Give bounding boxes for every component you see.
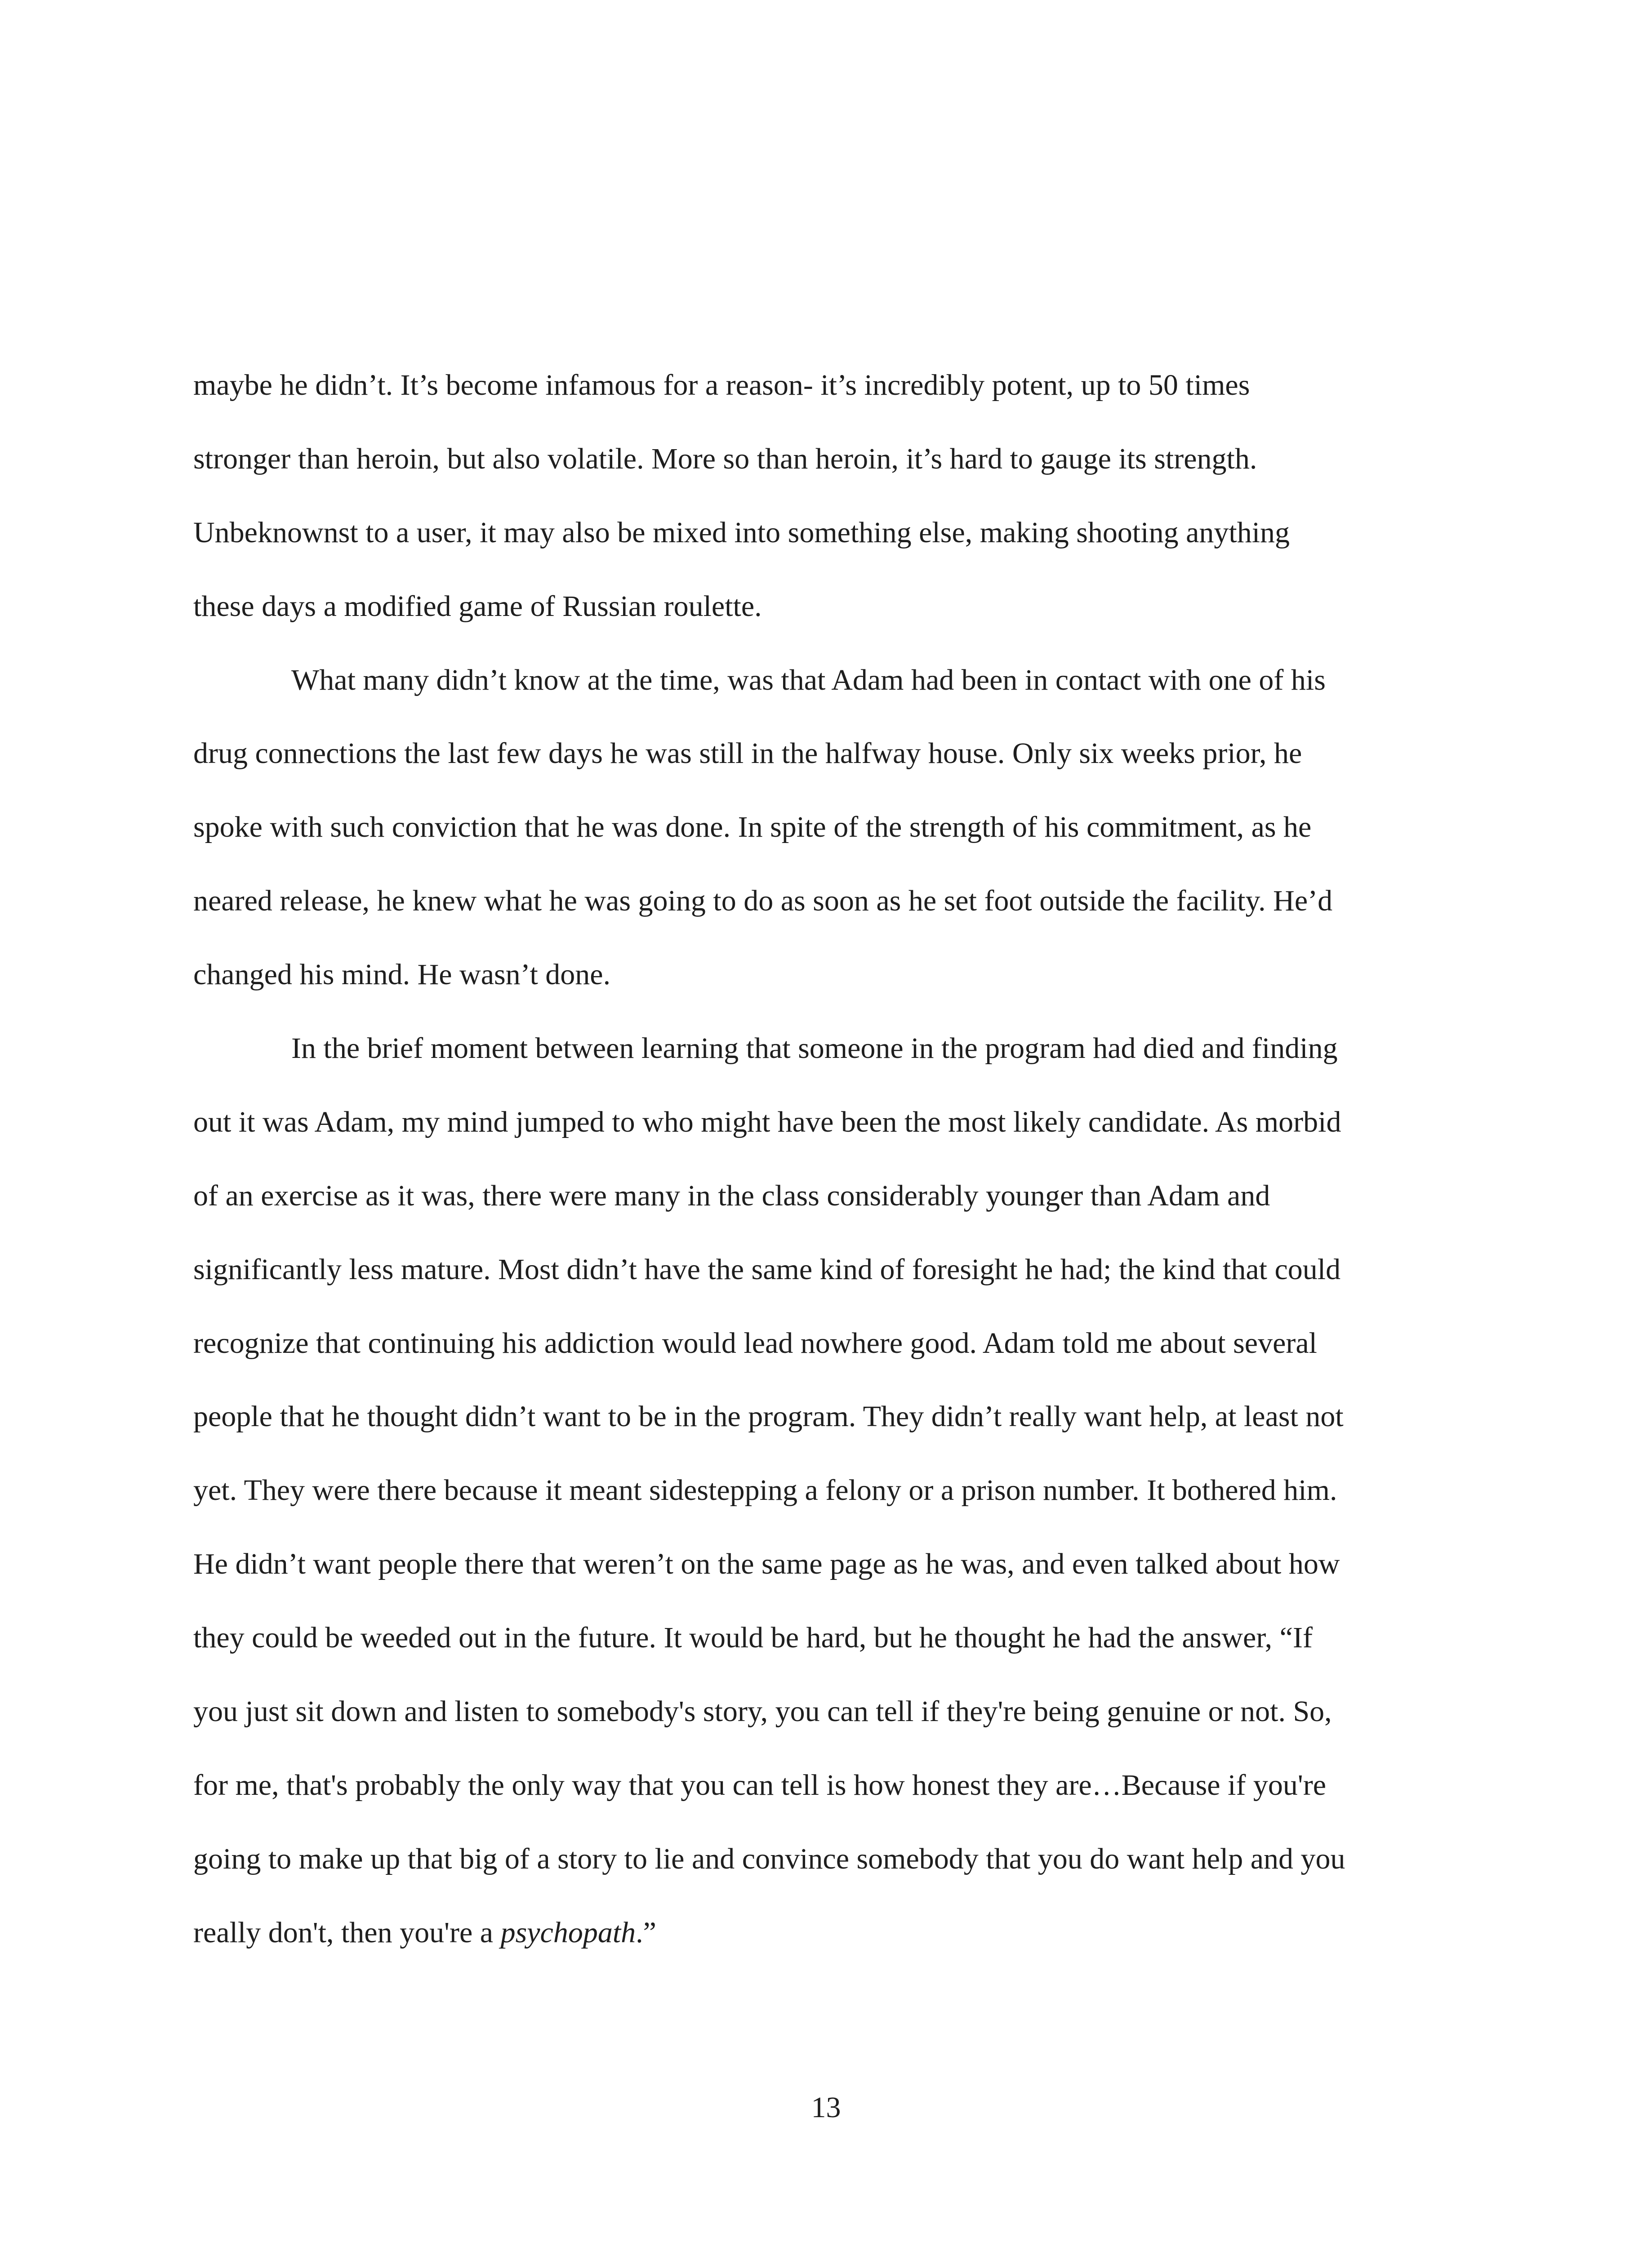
text-line: maybe he didn’t. It’s become infamous for a reason- it’s incredibly potent, up to 50 times (193, 369, 1250, 401)
page-number: 13 (811, 2091, 841, 2124)
text-line: neared release, he knew what he was going to do as soon as he set foot outside the facility. He’d (193, 884, 1333, 918)
text-line: recognize that continuing his addiction would lead nowhere good. Adam told me about several (193, 1326, 1318, 1360)
text-line: stronger than heroin, but also volatile. More so than heroin, it’s hard to gauge its strength. (193, 442, 1257, 475)
text-run: .” (636, 1916, 656, 1949)
text-line: Unbeknownst to a user, it may also be mixed into something else, making shooting anything (193, 516, 1290, 549)
body-text (193, 365, 1497, 1986)
text-line: spoke with such conviction that he was done. In spite of the strength of his commitment, as he (193, 811, 1312, 844)
text-line: you just sit down and listen to somebody's story, you can tell if they're being genuine or not. So, (193, 1695, 1332, 1728)
text-line: of an exercise as it was, there were many in the class considerably younger than Adam and (193, 1179, 1270, 1212)
text-line-last (193, 1913, 1497, 1986)
text-line: drug connections the last few days he was still in the halfway house. Only six weeks prior, he (193, 737, 1302, 770)
italic-emphasis: psychopath (500, 1916, 636, 1949)
text-line: out it was Adam, my mind jumped to who might have been the most likely candidate. As morbid (193, 1105, 1341, 1138)
paragraph-first-line: What many didn’t know at the time, was that Adam had been in contact with one of his (291, 663, 1326, 696)
text-line: they could be weeded out in the future. It would be hard, but he thought he had the answer, “If (193, 1621, 1313, 1655)
text-line: for me, that's probably the only way that you can tell is how honest they are…Because if you're (193, 1768, 1327, 1802)
text-line: significantly less mature. Most didn’t have the same kind of foresight he had; the kind that could (193, 1253, 1341, 1286)
text-line: He didn’t want people there that weren’t on the same page as he was, and even talked about how (193, 1548, 1340, 1581)
paragraph-first-line: In the brief moment between learning that someone in the program had died and finding (291, 1032, 1338, 1065)
text-line: changed his mind. He wasn’t done. (193, 958, 611, 991)
text-line: going to make up that big of a story to lie and convince somebody that you do want help and you (193, 1842, 1345, 1875)
text-line: yet. They were there because it meant sidestepping a felony or a prison number. It bothered him. (193, 1474, 1337, 1507)
text-run: really don't, then you're a (193, 1916, 501, 1949)
text-line: people that he thought didn’t want to be in the program. They didn’t really want help, at least not (193, 1400, 1344, 1433)
text-line: these days a modified game of Russian roulette. (193, 589, 762, 623)
